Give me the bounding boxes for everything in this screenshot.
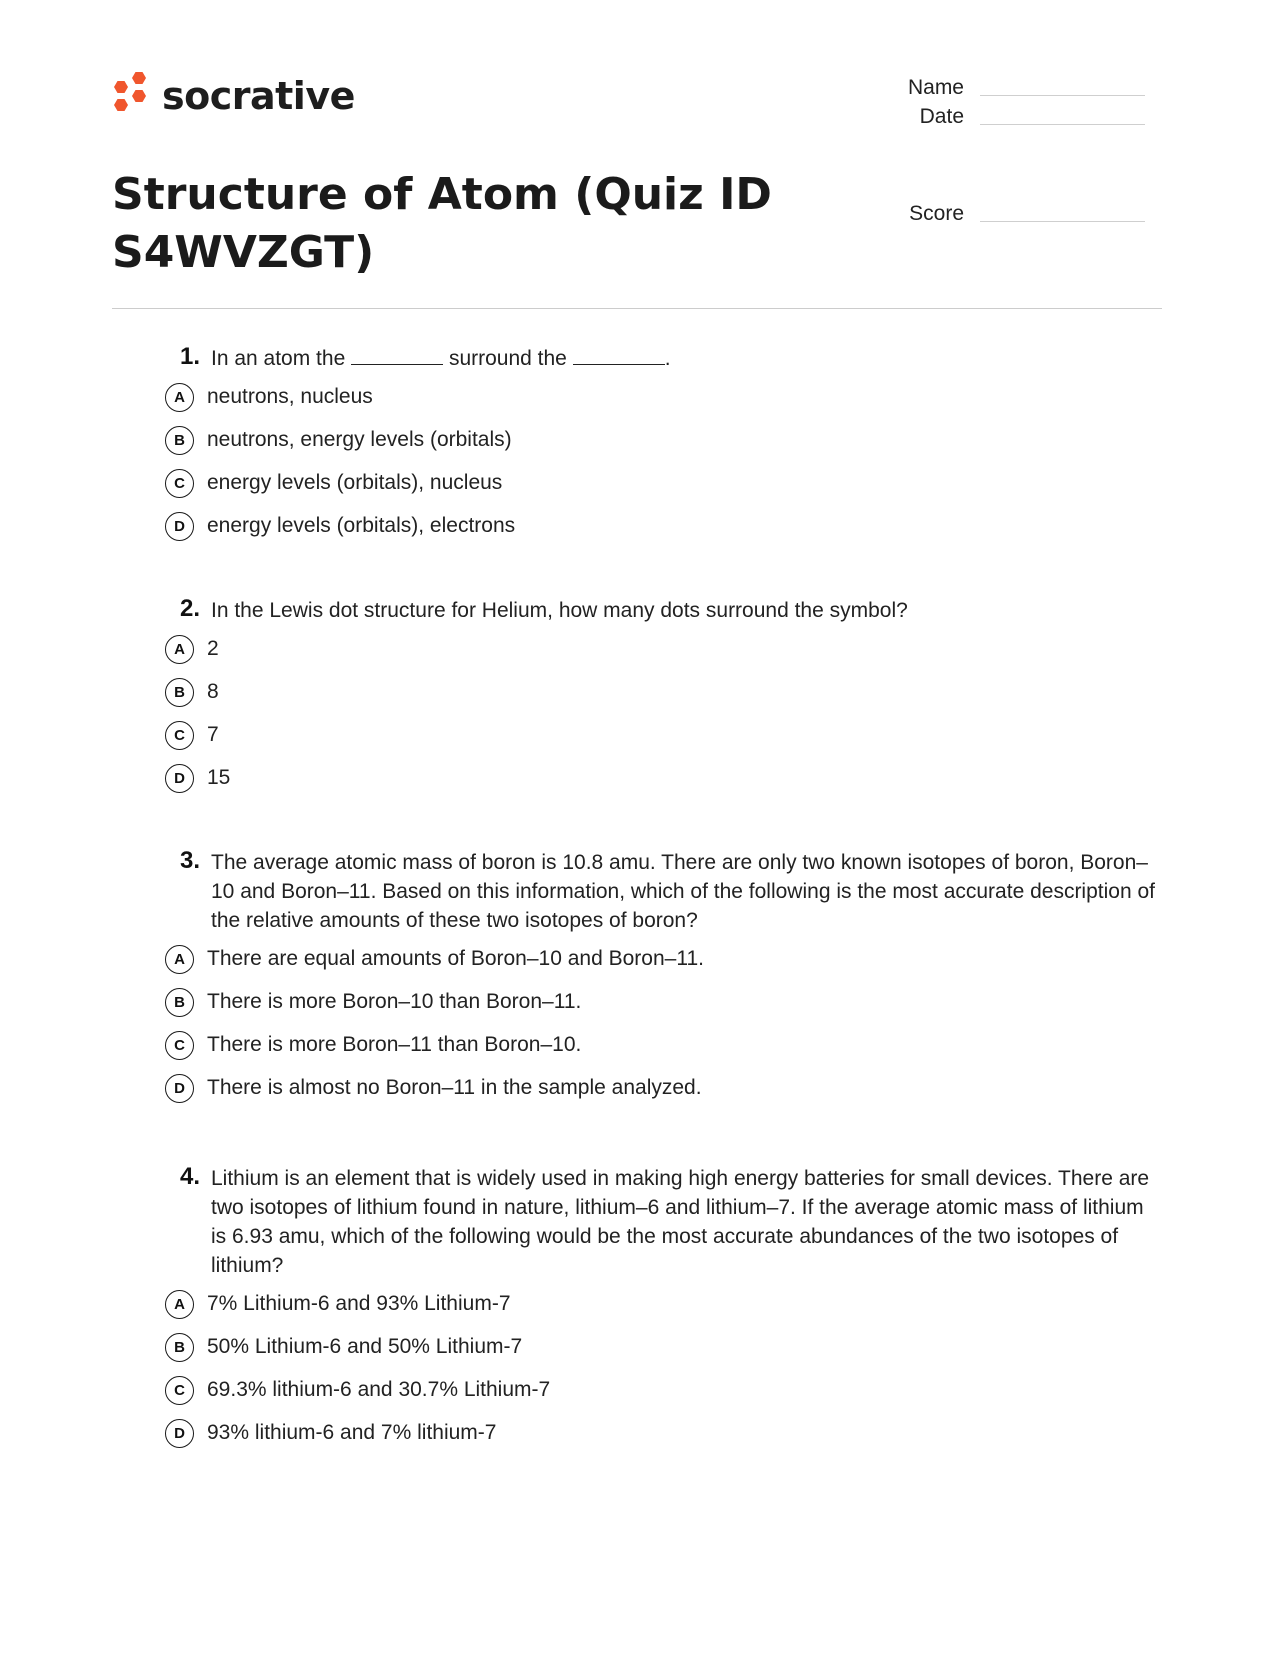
option-text: 50% Lithium-6 and 50% Lithium-7 bbox=[207, 1335, 523, 1358]
option-letter-badge[interactable]: A bbox=[165, 383, 194, 412]
answer-option[interactable] bbox=[165, 676, 1155, 708]
question-number: 1. bbox=[179, 343, 200, 370]
option-text: There is almost no Boron–11 in the sample analyzed. bbox=[207, 1076, 702, 1099]
question-1 bbox=[165, 344, 1155, 553]
answer-option[interactable] bbox=[165, 510, 1155, 542]
question-3 bbox=[165, 848, 1155, 1115]
name-field bbox=[880, 76, 1160, 100]
question-text: In an atom the surround the . bbox=[211, 347, 671, 370]
option-text: There are equal amounts of Boron–10 and Boron–11. bbox=[207, 947, 704, 970]
answer-option[interactable] bbox=[165, 381, 1155, 413]
date-label: Date bbox=[919, 105, 964, 128]
socrative-logo bbox=[112, 72, 355, 120]
option-letter-badge[interactable]: B bbox=[165, 426, 194, 455]
option-text: There is more Boron–10 than Boron–11. bbox=[207, 990, 582, 1013]
option-text: 7 bbox=[207, 723, 219, 746]
question-number: 3. bbox=[179, 847, 200, 874]
option-letter-badge[interactable]: A bbox=[165, 1290, 194, 1319]
score-line[interactable] bbox=[980, 220, 1145, 222]
option-letter-badge[interactable]: D bbox=[165, 1074, 194, 1103]
logo-wordmark: socrative bbox=[162, 74, 355, 118]
answer-option[interactable] bbox=[165, 424, 1155, 456]
answer-option[interactable] bbox=[165, 1072, 1155, 1104]
hexagon-cluster-icon bbox=[112, 72, 150, 120]
option-text: energy levels (orbitals), nucleus bbox=[207, 471, 503, 494]
answer-option[interactable] bbox=[165, 1029, 1155, 1061]
question-number: 2. bbox=[179, 595, 200, 622]
answer-option[interactable] bbox=[165, 1417, 1155, 1449]
question-text: The average atomic mass of boron is 10.8 amu. There are only two known isotopes of boron, Boron–10 and Boron–11. Based on this information, which of the following is the most accurate description of the relative amounts of these two isotopes of boron? bbox=[211, 851, 1155, 932]
option-text: 69.3% lithium-6 and 30.7% Lithium-7 bbox=[207, 1378, 551, 1401]
option-text: neutrons, nucleus bbox=[207, 385, 373, 408]
question-number: 4. bbox=[179, 1163, 200, 1190]
header-divider bbox=[112, 308, 1162, 309]
option-letter-badge[interactable]: D bbox=[165, 764, 194, 793]
answer-option[interactable] bbox=[165, 986, 1155, 1018]
fill-in-blank bbox=[573, 346, 665, 365]
fill-in-blank bbox=[351, 346, 443, 365]
answer-option[interactable] bbox=[165, 1331, 1155, 1363]
score-field bbox=[880, 202, 1160, 226]
option-letter-badge[interactable]: C bbox=[165, 469, 194, 498]
option-letter-badge[interactable]: D bbox=[165, 512, 194, 541]
answer-option[interactable] bbox=[165, 633, 1155, 665]
date-line[interactable] bbox=[980, 123, 1145, 125]
answer-option[interactable] bbox=[165, 762, 1155, 794]
answer-option[interactable] bbox=[165, 719, 1155, 751]
question-4 bbox=[165, 1164, 1155, 1460]
name-line[interactable] bbox=[980, 94, 1145, 96]
answer-option[interactable] bbox=[165, 1288, 1155, 1320]
answer-option[interactable] bbox=[165, 467, 1155, 499]
option-letter-badge[interactable]: B bbox=[165, 1333, 194, 1362]
option-text: 8 bbox=[207, 680, 219, 703]
name-label: Name bbox=[907, 76, 964, 99]
option-letter-badge[interactable]: A bbox=[165, 635, 194, 664]
option-letter-badge[interactable]: C bbox=[165, 721, 194, 750]
question-2 bbox=[165, 596, 1155, 805]
question-text: Lithium is an element that is widely used in making high energy batteries for small devices. There are two isotopes of lithium found in nature, lithium–6 and lithium–7. If the average atomic mass of lithium is 6.93 amu, which of the following would be the most accurate abundances of the two isotopes of lithium? bbox=[211, 1167, 1150, 1277]
question-text: In the Lewis dot structure for Helium, how many dots surround the symbol? bbox=[211, 599, 908, 622]
option-text: 15 bbox=[207, 766, 231, 789]
quiz-title: Structure of Atom (Quiz ID S4WVZGT) bbox=[112, 169, 772, 278]
date-field bbox=[880, 105, 1160, 129]
option-text: neutrons, energy levels (orbitals) bbox=[207, 428, 512, 451]
option-text: 2 bbox=[207, 637, 219, 660]
option-letter-badge[interactable]: B bbox=[165, 678, 194, 707]
option-letter-badge[interactable]: C bbox=[165, 1031, 194, 1060]
option-letter-badge[interactable]: A bbox=[165, 945, 194, 974]
option-letter-badge[interactable]: C bbox=[165, 1376, 194, 1405]
score-label: Score bbox=[909, 202, 964, 225]
option-text: 93% lithium-6 and 7% lithium-7 bbox=[207, 1421, 497, 1444]
option-letter-badge[interactable]: B bbox=[165, 988, 194, 1017]
option-letter-badge[interactable]: D bbox=[165, 1419, 194, 1448]
answer-option[interactable] bbox=[165, 943, 1155, 975]
option-text: 7% Lithium-6 and 93% Lithium-7 bbox=[207, 1292, 511, 1315]
option-text: energy levels (orbitals), electrons bbox=[207, 514, 516, 537]
option-text: There is more Boron–11 than Boron–10. bbox=[207, 1033, 582, 1056]
answer-option[interactable] bbox=[165, 1374, 1155, 1406]
